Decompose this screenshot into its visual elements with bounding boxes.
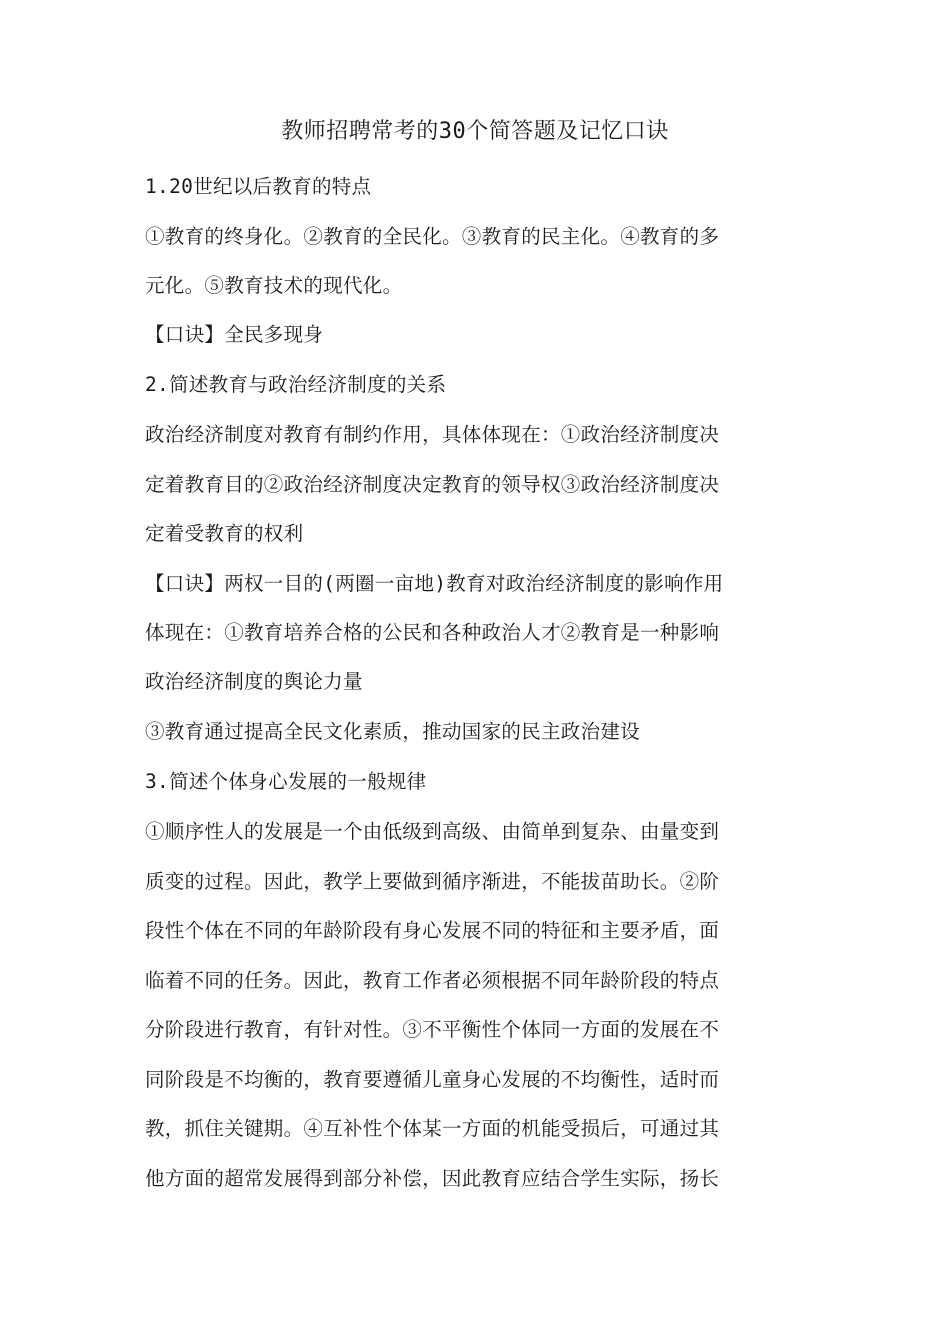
document-title: 教师招聘常考的30个简答题及记忆口诀 <box>281 119 669 144</box>
text-line: 分阶段进行教育，有针对性。③不平衡性个体同一方面的发展在不 <box>145 1018 720 1041</box>
text-line: 定着教育目的②政治经济制度决定教育的领导权③政治经济制度决 <box>145 473 720 496</box>
text-line: ①教育的终身化。②教育的全民化。③教育的民主化。④教育的多 <box>145 225 720 248</box>
text-line: 临着不同的任务。因此，教育工作者必须根据不同年龄阶段的特点 <box>145 969 720 992</box>
text-line: 政治经济制度对教育有制约作用，具体体现在：①政治经济制度决 <box>145 423 720 446</box>
text-line: 体现在：①教育培养合格的公民和各种政治人才②教育是一种影响 <box>145 621 720 644</box>
mnemonic-line: 【口诀】全民多现身 <box>145 323 324 346</box>
text-line: 质变的过程。因此，教学上要做到循序渐进，不能拔苗助长。②阶 <box>145 870 720 893</box>
text-line: 教，抓住关键期。④互补性个体某一方面的机能受损后，可通过其 <box>145 1117 720 1140</box>
text-line: 他方面的超常发展得到部分补偿，因此教育应结合学生实际，扬长 <box>145 1167 720 1190</box>
text-line: ①顺序性人的发展是一个由低级到高级、由简单到复杂、由量变到 <box>145 820 720 843</box>
section-heading-2: 2.简述教育与政治经济制度的关系 <box>145 373 447 396</box>
text-line: ③教育通过提高全民文化素质，推动国家的民主政治建设 <box>145 720 641 743</box>
text-line: 元化。⑤教育技术的现代化。 <box>145 274 403 297</box>
text-line: 定着受教育的权利 <box>145 522 304 545</box>
mnemonic-line: 【口诀】两权一目的(两圈一亩地)教育对政治经济制度的影响作用 <box>145 572 724 595</box>
text-line: 同阶段是不均衡的，教育要遵循儿童身心发展的不均衡性，适时而 <box>145 1068 720 1091</box>
text-line: 段性个体在不同的年龄阶段有身心发展不同的特征和主要矛盾，面 <box>145 919 720 942</box>
section-heading-3: 3.简述个体身心发展的一般规律 <box>145 770 427 793</box>
text-line: 政治经济制度的舆论力量 <box>145 670 363 693</box>
section-heading-1: 1.20世纪以后教育的特点 <box>145 175 372 198</box>
